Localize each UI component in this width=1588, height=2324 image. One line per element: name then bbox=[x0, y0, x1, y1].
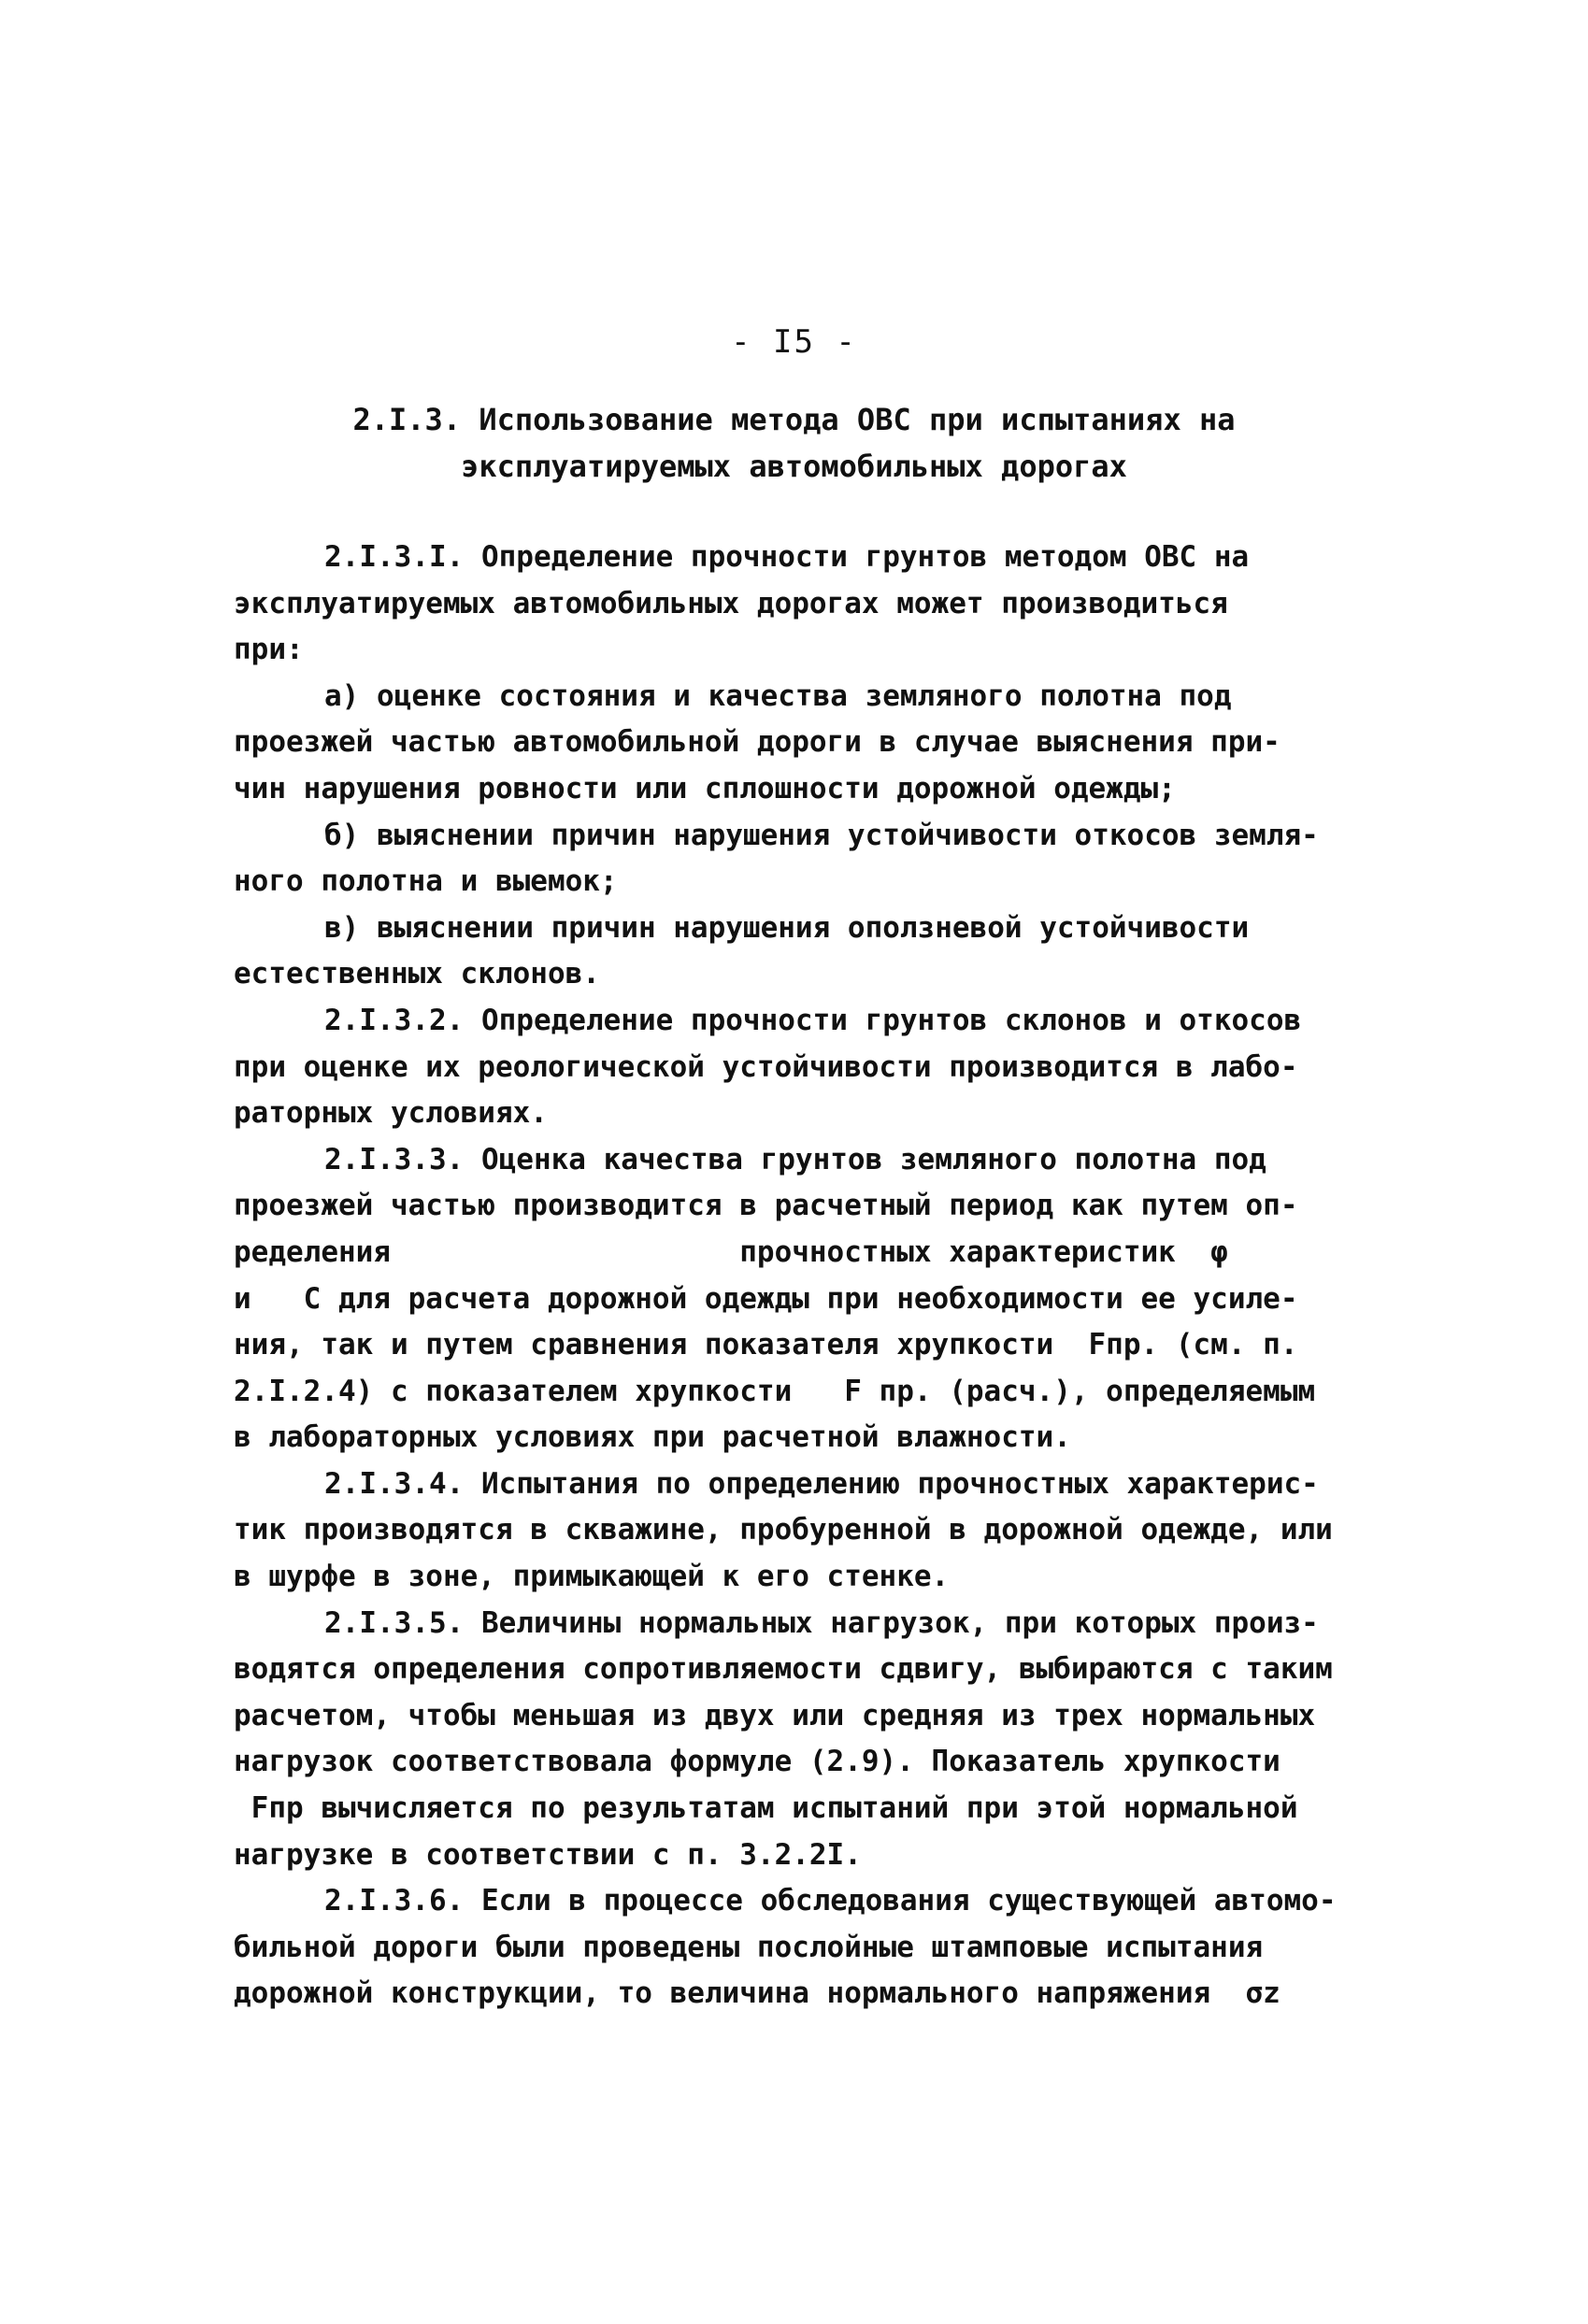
paragraph-line: тик производятся в скважине, пробуренной в дорожной одежде, или bbox=[234, 1513, 1333, 1547]
paragraph-line: ределения прочностных характеристик φ bbox=[234, 1234, 1228, 1269]
paragraph-line: водятся определения сопротивляемости сдвигу, выбираются с таким bbox=[234, 1652, 1333, 1687]
paragraph-line: нагрузке в соответствии с п. 3.2.2I. bbox=[234, 1837, 862, 1872]
paragraph-2-1-3-2-line: 2.I.3.2. Определение прочности грунтов склонов и откосов bbox=[324, 1003, 1302, 1037]
paragraph-line: 2.I.2.4) с показателем хрупкости F пр. (расч.), определяемым bbox=[234, 1374, 1316, 1408]
paragraph-line: в лабораторных условиях при расчетной влажности. bbox=[234, 1420, 1071, 1455]
paragraph-line: ного полотна и выемок; bbox=[234, 864, 618, 899]
paragraph-line: ния, так и путем сравнения показателя хрупкости Fпр. (см. п. bbox=[234, 1328, 1298, 1362]
paragraph-line: проезжей частью производится в расчетный период как путем оп- bbox=[234, 1189, 1298, 1223]
paragraph-line: в шурфе в зоне, примыкающей к его стенке. bbox=[234, 1560, 950, 1594]
paragraph-line: эксплуатируемых автомобильных дорогах может производиться bbox=[234, 586, 1228, 620]
paragraph-line: естественных склонов. bbox=[234, 957, 600, 991]
paragraph-line: дорожной конструкции, то величина нормального напряжения σz bbox=[234, 1976, 1280, 2011]
paragraph-line: проезжей частью автомобильной дороги в случае выяснения при- bbox=[234, 725, 1280, 760]
paragraph-line: раторных условиях. bbox=[234, 1096, 548, 1131]
paragraph-2-1-3-1-line: 2.I.3.I. Определение прочности грунтов методом ОВС на bbox=[324, 540, 1250, 574]
paragraph-line: бильной дороги были проведены послойные штамповые испытания bbox=[234, 1930, 1264, 1964]
paragraph-line: при: bbox=[234, 633, 304, 667]
section-heading-line-2: эксплуатируемых автомобильных дорогах bbox=[461, 449, 1127, 484]
paragraph-2-1-3-5-line: 2.I.3.5. Величины нормальных нагрузок, при которых произ- bbox=[324, 1605, 1319, 1640]
paragraph-line: расчетом, чтобы меньшая из двух или средняя из трех нормальных bbox=[234, 1698, 1316, 1732]
paragraph-line: чин нарушения ровности или сплошности дорожной одежды; bbox=[234, 771, 1176, 806]
paragraph-2-1-3-4-line: 2.I.3.4. Испытания по определению прочностных характерис- bbox=[324, 1466, 1319, 1501]
list-item-a-line: а) оценке состояния и качества земляного полотна под bbox=[324, 678, 1232, 713]
list-item-c-line: в) выяснении причин нарушения оползневой устойчивости bbox=[324, 910, 1250, 945]
paragraph-2-1-3-6-line: 2.I.3.6. Если в процессе обследования существующей автомо- bbox=[324, 1884, 1337, 1918]
section-heading-line-1: 2.I.3. Использование метода ОВС при испытаниях на bbox=[352, 402, 1236, 437]
paragraph-line: и С для расчета дорожной одежды при необходимости ее усиле- bbox=[234, 1281, 1298, 1316]
list-item-b-line: б) выяснении причин нарушения устойчивости откосов земля- bbox=[324, 818, 1319, 852]
paragraph-line: при оценке их реологической устойчивости производится в лабо- bbox=[234, 1049, 1298, 1084]
section-heading bbox=[0, 396, 1588, 490]
paragraph-line: Fпр вычисляется по результатам испытаний при этой нормальной bbox=[234, 1791, 1298, 1826]
paragraph-2-1-3-3-line: 2.I.3.3. Оценка качества грунтов земляного полотна под bbox=[324, 1142, 1266, 1176]
page-number: - I5 - bbox=[731, 323, 857, 361]
body-text bbox=[234, 535, 1449, 2017]
paragraph-line: нагрузок соответствовала формуле (2.9). Показатель хрупкости bbox=[234, 1745, 1280, 1779]
